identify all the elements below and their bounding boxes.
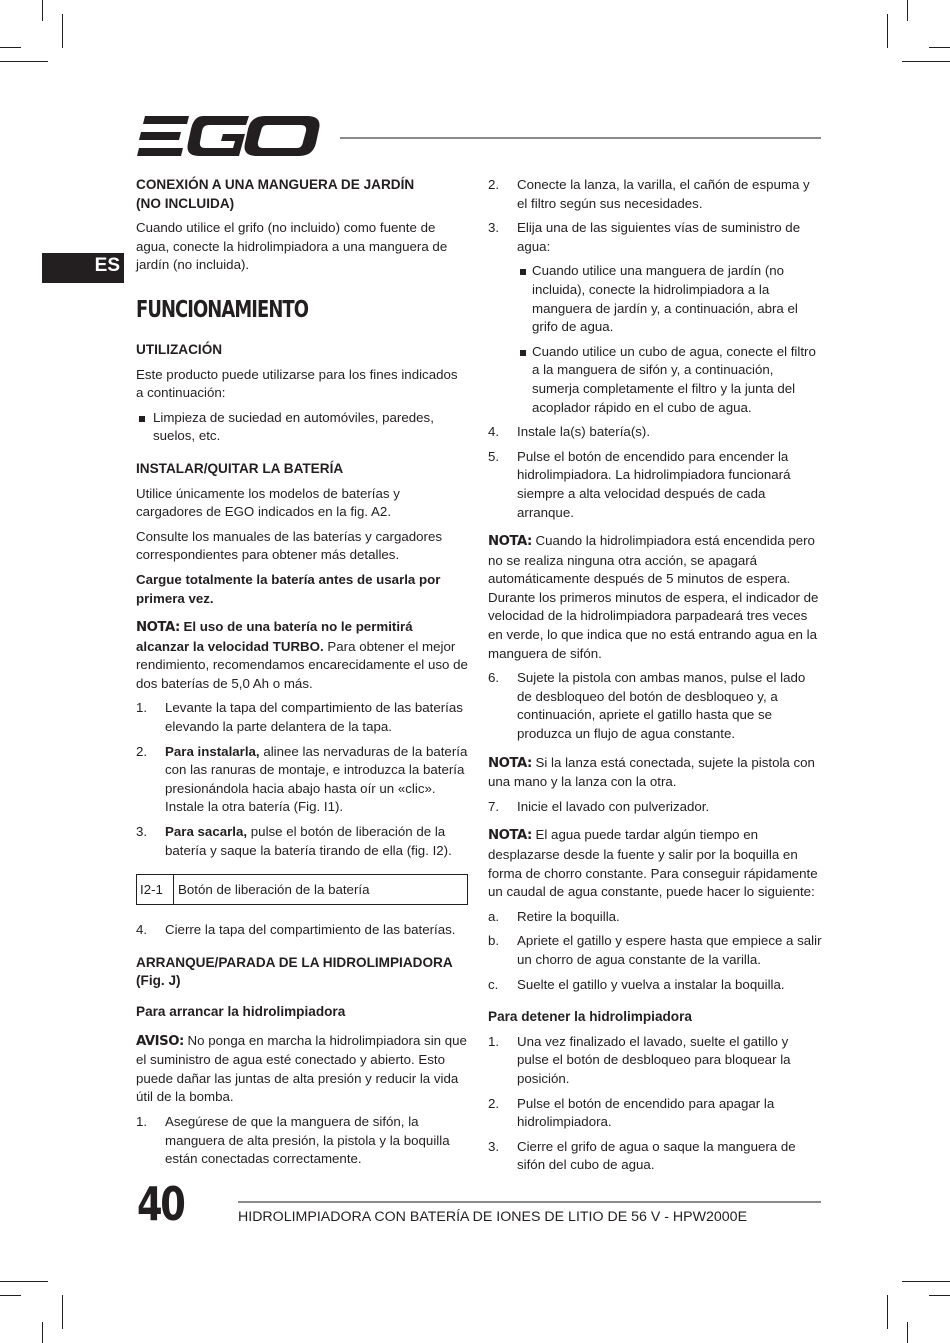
step-text: Pulse el botón de encendido para encender la hidrolimpiadora. La hidrolimpiadora funcionará siempre a alta velocidad después de cada arranque. bbox=[517, 448, 791, 520]
step-text: Levante la tapa del compartimiento de las baterías elevando la parte delantera de la tapa. bbox=[165, 700, 463, 735]
step-number: 1. bbox=[488, 1033, 500, 1049]
header-rule bbox=[340, 137, 821, 139]
list-item: Cuando utilice una manguera de jardín (no incluida), conecte la hidrolimpiadora a la manguera de jardín y, a continuación, abra el grifo de agua. bbox=[517, 262, 822, 336]
list-item bbox=[488, 1138, 822, 1175]
crop-mark bbox=[42, 1322, 43, 1343]
step-number: 4. bbox=[136, 922, 148, 938]
use-heading: UTILIZACIÓN bbox=[136, 341, 223, 357]
legend-label: Botón de liberación de la batería bbox=[178, 882, 370, 898]
step-text: Apriete el gatillo y espere hasta que empiece a salir un chorro de agua constante de la varilla. bbox=[517, 933, 822, 967]
step-text: pulse el botón de liberación de la batería y saque la batería tirando de ella (fig. I2). bbox=[165, 824, 452, 858]
list-item bbox=[488, 932, 822, 969]
crop-mark bbox=[929, 47, 950, 48]
list-item bbox=[488, 976, 822, 995]
footer-title: HIDROLIMPIADORA CON BATERÍA DE IONES DE LITIO DE 56 V - HPW2000E bbox=[238, 1209, 748, 1225]
garden-heading-line1: CONEXIÓN A UNA MANGUERA DE JARDÍN bbox=[136, 177, 415, 192]
use-text: Este producto puede utilizarse para los fines indicados a continuación: bbox=[136, 366, 458, 401]
step-text: Sujete la pistola con ambas manos, pulse el lado de desbloqueo del botón de desbloqueo y, a continuación, apriete el gatillo hasta que se produzca un flujo de agua constante. bbox=[517, 670, 806, 742]
step-number: 2. bbox=[488, 1095, 500, 1111]
garden-hose-text: Cuando utilice el grifo (no incluido) como fuente de agua, conecte la hidrolimpiadora a una manguera de jardín (no incluida). bbox=[136, 220, 448, 273]
supply-options-list bbox=[488, 262, 822, 417]
crop-mark bbox=[929, 1295, 950, 1296]
step-number: 7. bbox=[488, 798, 500, 814]
footer-rule bbox=[238, 1201, 821, 1203]
list-item bbox=[136, 1113, 468, 1169]
list-item bbox=[136, 699, 468, 736]
battery-charge-warning: Cargue totalmente la batería antes de usarla por primera vez. bbox=[136, 571, 441, 606]
list-item bbox=[488, 219, 822, 256]
crop-mark bbox=[902, 1281, 950, 1282]
note-label: NOTA: bbox=[136, 620, 180, 636]
step-number: 6. bbox=[488, 670, 500, 686]
step-text: alinee las nervaduras de la batería con las ranuras de montaje, e introduzca la batería presionándola hacia abajo hasta oír un «clic». Instale la otra batería (Fig. I1). bbox=[165, 743, 468, 815]
garden-heading-line2: (NO INCLUIDA) bbox=[136, 195, 235, 211]
crop-mark bbox=[62, 14, 63, 48]
step-number: 5. bbox=[488, 448, 500, 464]
step-number: 1. bbox=[136, 1113, 148, 1129]
crop-mark bbox=[907, 0, 908, 21]
list-item bbox=[488, 1095, 822, 1132]
battery-text-1: Utilice únicamente los modelos de baterías y cargadores de EGO indicados en la fig. A2. bbox=[136, 485, 400, 520]
note-flow bbox=[488, 826, 822, 901]
crop-mark bbox=[0, 61, 48, 62]
start-steps-more bbox=[488, 423, 822, 522]
note-bold-text: El uso de una batería no le permitirá alcanzar la velocidad TURBO. bbox=[136, 619, 413, 654]
list-item bbox=[136, 921, 468, 940]
step-number: 3. bbox=[488, 220, 500, 236]
step-number: 2. bbox=[488, 177, 500, 192]
note-text: El agua puede tardar algún tiempo en desplazarse desde la fuente y salir por la boquilla en forma de chorro constante. Para conseguir rápidamente un caudal de agua constante, puede hacer lo siguiente: bbox=[488, 827, 818, 900]
battery-steps bbox=[136, 699, 468, 860]
crop-mark bbox=[907, 1322, 908, 1343]
page-number: 40 bbox=[137, 1177, 184, 1231]
start-stop-heading-line1: ARRANQUE/PARADA DE LA HIDROLIMPIADORA bbox=[136, 954, 453, 970]
start-heading: Para arrancar la hidrolimpiadora bbox=[136, 1004, 346, 1019]
step-text: Cierre la tapa del compartimiento de las baterías. bbox=[165, 922, 456, 938]
list-item bbox=[488, 908, 822, 927]
crop-mark bbox=[42, 0, 43, 21]
battery-text-2: Consulte los manuales de las baterías y cargadores correspondientes para obtener más detalles. bbox=[136, 528, 442, 563]
start-stop-heading bbox=[136, 954, 468, 991]
language-label: ES bbox=[94, 255, 120, 276]
step-letter: c. bbox=[488, 976, 499, 992]
list-item: Cuando utilice un cubo de agua, conecte el filtro a la manguera de sifón y, a continuación, sumerja completamente el filtro y la junta del acoplador rápido en el cubo de agua. bbox=[517, 343, 822, 417]
crop-mark bbox=[0, 1281, 48, 1282]
note-label: NOTA: bbox=[488, 755, 532, 771]
step-text: Elija una de las siguientes vías de suministro de agua: bbox=[517, 220, 801, 254]
step-text: Cierre el grifo de agua o saque la manguera de sifón del cubo de agua. bbox=[517, 1138, 796, 1173]
note-auto-off bbox=[488, 532, 822, 663]
step-text: Asegúrese de que la manguera de sifón, la manguera de alta presión, la pistola y la boquilla están conectadas correctamente. bbox=[165, 1113, 450, 1167]
step-bold-text: Para instalarla, bbox=[165, 743, 260, 759]
step-text: Pulse el botón de encendido para apagar la hidrolimpiadora. bbox=[517, 1095, 775, 1130]
stop-steps bbox=[488, 1033, 822, 1175]
step-number: 2. bbox=[136, 743, 148, 759]
battery-heading: INSTALAR/QUITAR LA BATERÍA bbox=[136, 460, 344, 476]
note-turbo bbox=[136, 618, 468, 693]
step-text: Una vez finalizado el lavado, suelte el gatillo y pulse el botón de desbloqueo para bloquear la posición. bbox=[517, 1033, 791, 1086]
warning-label: AVISO: bbox=[136, 1033, 184, 1049]
flow-steps bbox=[488, 908, 822, 994]
start-steps-continued bbox=[488, 176, 822, 256]
right-column bbox=[488, 176, 822, 1181]
step-text: Retire la boquilla. bbox=[517, 908, 620, 924]
note-text: Para obtener el mejor rendimiento, recomendamos encarecidamente el uso de dos baterías de 5,0 Ah o más. bbox=[136, 638, 468, 691]
language-tab bbox=[42, 253, 124, 283]
garden-hose-heading bbox=[136, 176, 468, 213]
list-item bbox=[488, 423, 822, 442]
step-text: Conecte la lanza, la varilla, el cañón de espuma y el filtro según sus necesidades. bbox=[517, 177, 810, 211]
crop-mark bbox=[0, 1295, 21, 1296]
step-text: Instale la(s) batería(s). bbox=[517, 424, 651, 440]
list-item bbox=[488, 176, 822, 213]
crop-mark bbox=[62, 1295, 63, 1329]
start-stop-heading-line2: (Fig. J) bbox=[136, 973, 181, 989]
warning-text: No ponga en marcha la hidrolimpiadora sin que el suministro de agua esté conectado y abierto. Esto puede dañar las juntas de alta presión y reducir la vida útil de la bomba. bbox=[136, 1032, 467, 1105]
list-item bbox=[136, 823, 468, 860]
step-number: 1. bbox=[136, 700, 148, 716]
operation-title: FUNCIONAMIENTO bbox=[136, 296, 309, 323]
crop-mark bbox=[902, 61, 950, 62]
step-text: Suelte el gatillo y vuelva a instalar la boquilla. bbox=[517, 976, 785, 992]
legend-table bbox=[136, 874, 468, 905]
step-number: 3. bbox=[136, 824, 148, 840]
step-text: Inicie el lavado con pulverizador. bbox=[517, 798, 710, 814]
list-item: Limpieza de suciedad en automóviles, paredes, suelos, etc. bbox=[136, 409, 468, 446]
crop-mark bbox=[0, 47, 21, 48]
left-column bbox=[136, 176, 468, 1175]
list-item bbox=[488, 448, 822, 522]
warning-paragraph bbox=[136, 1032, 468, 1107]
step-letter: a. bbox=[488, 908, 500, 924]
note-text: Si la lanza está conectada, sujete la pistola con una mano y la lanza con la otra. bbox=[488, 754, 815, 790]
legend-code: I2-1 bbox=[137, 875, 174, 904]
note-label: NOTA: bbox=[488, 828, 532, 844]
note-label: NOTA: bbox=[488, 534, 532, 550]
note-lance bbox=[488, 754, 822, 792]
ego-logo bbox=[137, 114, 321, 160]
list-item bbox=[488, 798, 822, 817]
stop-heading: Para detener la hidrolimpiadora bbox=[488, 1009, 692, 1025]
crop-mark bbox=[887, 14, 888, 48]
list-item bbox=[488, 669, 822, 743]
list-item bbox=[136, 743, 468, 817]
step-bold-text: Para sacarla, bbox=[165, 824, 248, 840]
use-list bbox=[136, 409, 468, 446]
note-text: Cuando la hidrolimpiadora está encendida pero no se realiza ninguna otra acción, se apagará automáticamente después de 5 minutos de espera. Durante los primeros minutos de espera, el indicador de velocidad de la hidrolimpiadora parpadeará tres veces en verde, lo que indica que no está entrando agua en la manguera de sifón. bbox=[488, 533, 819, 661]
list-item bbox=[488, 1033, 822, 1089]
crop-mark bbox=[887, 1295, 888, 1329]
step-number: 3. bbox=[488, 1138, 500, 1154]
step-number: 4. bbox=[488, 424, 500, 440]
step-letter: b. bbox=[488, 933, 500, 949]
